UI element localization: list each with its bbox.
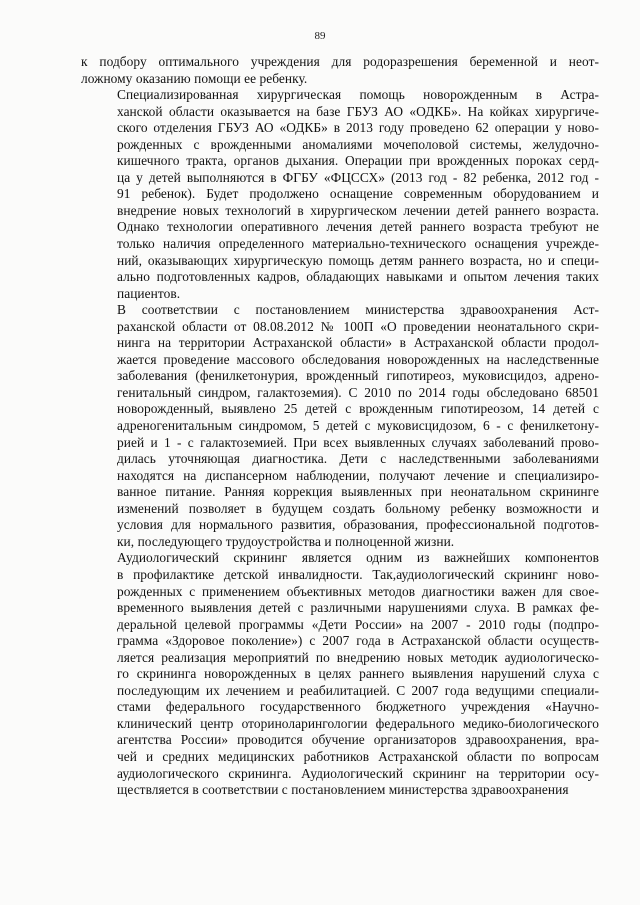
document-body: [81, 54, 599, 799]
paragraph-2: [81, 87, 599, 302]
text-line: нинга на территории Астраханской области» в Астраханской области продол-: [117, 335, 599, 351]
text-line: ществляется в соответствии с постановлением министерства здравоохранения: [117, 782, 569, 798]
text-line: Аудиологический скрининг является одним из важнейших компонентов: [117, 550, 599, 566]
paragraph-3: [81, 302, 599, 550]
text-line: ний, оказывающих хирургическую помощь детям раннего возраста, но и специ-: [117, 252, 599, 268]
text-line: ханской области оказывается на базе ГБУЗ АО «ОДКБ». На койках хирургиче-: [117, 103, 599, 119]
text-line: грамма «Здоровое поколение») с 2007 года в Астраханской области осуществ-: [117, 633, 599, 649]
text-line: ложному оказанию помощи ее ребенку.: [81, 70, 308, 86]
text-line: заболевания (фенилкетонурия, врожденный гипотиреоз, муковисцидоз, адрено-: [117, 368, 599, 384]
text-line: ского отделения ГБУЗ АО «ОДКБ» в 2013 году проведено 62 операции у ново-: [117, 120, 599, 136]
text-line: клинический центр оториноларингологии федерального медико-биологического: [117, 715, 599, 731]
text-line: в профилактике детской инвалидности. Так,аудиологический скрининг ново-: [117, 566, 599, 582]
text-line: только наличия определенного материально-технического оснащения учрежде-: [117, 236, 599, 252]
text-line: временного выявления детей с различными нарушениями слуха. В рамках фе-: [117, 600, 599, 616]
text-line: кишечного тракта, органов дыхания. Операции при врожденных пороках серд-: [117, 153, 599, 169]
paragraph-4: [81, 550, 599, 798]
text-line: находятся на диспансерном наблюдении, получают лечение и специализиро-: [117, 467, 599, 483]
text-line: аудиологического скрининга. Аудиологический скрининг на территории осу-: [117, 765, 599, 781]
text-line: ально подготовленных кадров, обладающих навыками и опытом лечения таких: [117, 269, 599, 285]
paragraph-1: [81, 54, 599, 87]
text-line: адреногенитальным синдромом, 5 детей с муковисцидозом, 6 - с фенилкетону-: [117, 418, 599, 434]
text-line: деральной целевой программы «Дети России» на 2007 - 2010 годы (подпро-: [117, 616, 599, 632]
text-line: изменений позволяет в будущем создать больному ребенку возможности и: [117, 500, 599, 516]
text-line: агентства России» проводится обучение организаторов здравоохранения, вра-: [117, 732, 599, 748]
text-line: ляется реализация мероприятий по внедрению новых методик аудиологическо-: [117, 649, 599, 665]
text-line: к подбору оптимального учреждения для родоразрешения беременной и неот-: [81, 54, 599, 69]
text-line: условия для нормального развития, образования, профессиональной подготов-: [117, 517, 599, 533]
text-line: Специализированная хирургическая помощь новорожденным в Астра-: [117, 87, 599, 103]
text-line: ца у детей выполняются в ФГБУ «ФЦССХ» (2013 год - 82 ребенка, 2012 год -: [117, 169, 599, 185]
text-line: внедрение новых технологий в хирургическом лечении детей раннего возраста.: [117, 202, 599, 218]
text-line: новорожденный, выявлено 25 детей с врожденным гипотиреозом, 14 детей с: [117, 401, 599, 417]
text-line: генитальный синдром, галактоземия). С 2010 по 2014 годы обследовано 68501: [117, 384, 599, 400]
text-line: ки, последующего трудоустройства и полноценной жизни.: [117, 533, 455, 549]
text-line: стами федерального государственного бюджетного учреждения «Научно-: [117, 699, 599, 715]
text-line: го скрининга новорожденных в целях раннего выявления нарушений слуха с: [117, 666, 599, 682]
text-line: В соответствии с постановлением министерства здравоохранения Аст-: [117, 302, 599, 318]
text-line: раханской области от 08.08.2012 № 100П «О проведении неонатального скри-: [117, 318, 599, 334]
text-line: последующим их лечением и реабилитацией. С 2007 года ведущими специали-: [117, 682, 599, 698]
text-line: Однако технологии оперативного лечения детей раннего возраста требуют не: [117, 219, 599, 235]
text-line: ванное питание. Ранняя коррекция выявленных при неонатальном скрининге: [117, 484, 599, 500]
text-line: рожденных с врожденными аномалиями мочеполовой системы, желудочно-: [117, 136, 599, 152]
text-line: жается проведение массового обследования новорожденных на наследственные: [117, 351, 599, 367]
text-line: рожденных с применением объективных методов диагностики важен для свое-: [117, 583, 599, 599]
text-line: дилась уточняющая диагностика. Дети с наследственными заболеваниями: [117, 451, 599, 467]
text-line: пациентов.: [117, 285, 181, 301]
text-line: 91 ребенок). Будет продолжено оснащение современным оборудованием и: [117, 186, 599, 202]
page-number: 89: [314, 30, 326, 42]
text-line: чей и средних медицинских работников Астраханской области по вопросам: [117, 748, 599, 764]
text-line: рией и 1 - с галактоземией. При всех выявленных случаях заболеваний прово-: [117, 434, 599, 450]
